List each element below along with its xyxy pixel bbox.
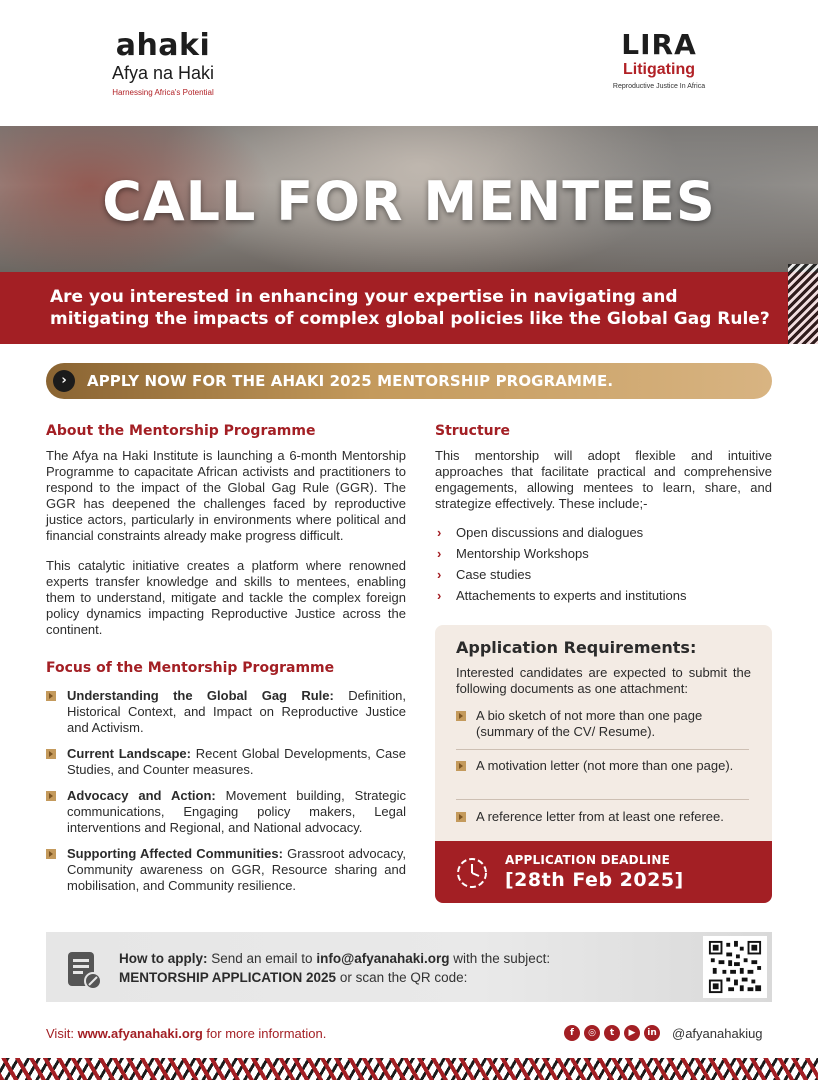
qr-code[interactable] xyxy=(703,936,767,998)
about-paragraph-1: The Afya na Haki Institute is launching a 6-month Mentorship Programme to capacitate African activists and practitioners to respond to the impact of the Global Gag Rule (GGR). The GGR has deepened the challenges faced by reproductive justice actors, particularly in environments where political and financial constraints already make progress difficult. xyxy=(46,448,406,543)
list-item xyxy=(435,522,772,543)
requirement-text: A motivation letter (not more than one page). xyxy=(476,758,734,773)
left-column xyxy=(46,423,406,904)
requirement-text: A bio sketch of not more than one page (summary of the CV/ Resume). xyxy=(476,708,703,739)
requirements-heading: Application Requirements: xyxy=(456,638,697,657)
about-paragraph-2: This catalytic initiative creates a platform where renowned experts transfer knowledge and skills to mentees, enabling them to understand, mitigate and tackle the complex foreign policy dynamics impacting Reproductive Justice across the continent. xyxy=(46,558,406,637)
ahaki-logo-tagline: Harnessing Africa's Potential xyxy=(112,88,214,97)
how-to-apply-text xyxy=(119,949,679,987)
instagram-icon[interactable]: ◎ xyxy=(584,1025,600,1041)
ahaki-logo xyxy=(98,30,228,97)
list-item xyxy=(456,758,749,774)
page-title: CALL FOR MENTEES xyxy=(102,170,716,233)
bullet-arrow-icon xyxy=(46,749,56,759)
lira-logo-tagline: Reproductive Justice In Africa xyxy=(612,83,706,90)
focus-item-title: Current Landscape: xyxy=(67,746,191,761)
lira-logo-word: LIRA xyxy=(621,28,697,61)
document-edit-icon xyxy=(66,950,102,990)
list-item xyxy=(46,788,406,836)
structure-item: Mentorship Workshops xyxy=(456,546,589,561)
chevron-right-icon: › xyxy=(437,525,442,540)
decorative-pattern xyxy=(788,264,818,344)
deadline-banner xyxy=(435,841,772,903)
list-item xyxy=(46,846,406,894)
how-to-apply-text-1: Send an email to xyxy=(207,951,317,966)
chevron-right-icon: › xyxy=(437,546,442,561)
about-heading: About the Mentorship Programme xyxy=(46,423,316,439)
email-subject: MENTORSHIP APPLICATION 2025 xyxy=(119,970,337,985)
footer-visit xyxy=(46,1026,326,1041)
clock-icon xyxy=(455,856,489,890)
focus-item-title: Advocacy and Action: xyxy=(67,788,216,803)
apply-now-banner[interactable] xyxy=(46,363,772,399)
focus-item-title: Supporting Affected Communities: xyxy=(67,846,283,861)
lira-logo xyxy=(606,30,712,90)
apply-now-label: APPLY NOW FOR THE AHAKI 2025 MENTORSHIP PROGRAMME. xyxy=(87,372,614,390)
list-item xyxy=(456,708,749,740)
list-item xyxy=(435,585,772,606)
list-item xyxy=(46,746,406,778)
right-column xyxy=(435,423,772,606)
divider xyxy=(456,749,749,750)
list-item xyxy=(435,543,772,564)
social-icons xyxy=(564,1025,660,1041)
bullet-arrow-icon xyxy=(456,812,466,822)
list-item xyxy=(435,564,772,585)
structure-heading: Structure xyxy=(435,423,511,439)
bullet-arrow-icon xyxy=(46,791,56,801)
bullet-arrow-icon xyxy=(46,691,56,701)
list-item xyxy=(46,688,406,736)
visit-suffix: for more information. xyxy=(202,1026,327,1041)
intro-question: Are you interested in enhancing your expertise in navigating and mitigating the impacts of complex global policies like the Global Gag Rule? xyxy=(50,287,770,329)
focus-heading: Focus of the Mentorship Programme xyxy=(46,660,335,676)
how-to-apply-panel xyxy=(46,932,772,1002)
social-handle: @afyanahakiug xyxy=(672,1026,763,1041)
focus-item-text: Movement building, Strategic communications, Engaging policy makers, Legal interventions and Regional, and National advocacy. xyxy=(67,788,406,835)
focus-item-text: Recent Global Developments, Case Studies, and Counter measures. xyxy=(67,746,406,777)
chevron-right-icon: › xyxy=(437,567,442,582)
intro-band xyxy=(0,272,818,344)
focus-list xyxy=(46,688,406,894)
requirements-intro: Interested candidates are expected to submit the following documents as one attachment: xyxy=(456,665,751,696)
bullet-arrow-icon xyxy=(456,711,466,721)
decorative-pattern xyxy=(0,1058,818,1080)
structure-item: Case studies xyxy=(456,567,532,582)
linkedin-icon[interactable]: in xyxy=(644,1025,660,1041)
visit-prefix: Visit: xyxy=(46,1026,78,1041)
requirement-text: A reference letter from at least one referee. xyxy=(476,809,724,824)
structure-item: Open discussions and dialogues xyxy=(456,525,644,540)
ahaki-logo-word: ahaki xyxy=(115,28,211,63)
website-link[interactable]: www.afyanahaki.org xyxy=(77,1026,203,1041)
how-to-apply-text-2: with the subject: xyxy=(449,951,551,966)
how-to-apply-label: How to apply: xyxy=(119,951,208,966)
ahaki-logo-subtitle: Afya na Haki xyxy=(111,63,215,83)
youtube-icon[interactable]: ▶ xyxy=(624,1025,640,1041)
list-item xyxy=(456,809,749,825)
facebook-icon[interactable]: f xyxy=(564,1025,580,1041)
structure-intro: This mentorship will adopt flexible and intuitive approaches that facilitate practical and comprehensive engagements, allowing mentees to learn, share, and strategize effectively. These include;- xyxy=(435,448,772,511)
email-link[interactable]: info@afyanahaki.org xyxy=(316,951,450,966)
hero-banner xyxy=(0,126,818,274)
bullet-arrow-icon xyxy=(456,761,466,771)
structure-list xyxy=(435,522,772,606)
focus-item-title: Understanding the Global Gag Rule: xyxy=(67,688,334,703)
requirements-box xyxy=(435,625,772,841)
focus-item-text: Definition, Historical Context, and Impact on Reproductive Justice and Activism. xyxy=(67,688,406,735)
deadline-label: APPLICATION DEADLINE xyxy=(505,853,670,867)
deadline-date: [28th Feb 2025] xyxy=(505,869,684,891)
how-to-apply-text-3: or scan the QR code: xyxy=(336,970,468,985)
bullet-arrow-icon xyxy=(46,849,56,859)
chevron-right-icon: › xyxy=(53,370,75,392)
chevron-right-icon: › xyxy=(437,588,442,603)
focus-item-text: Grassroot advocacy, Community awareness on GGR, Resource sharing and mobilisation, and Community resilience. xyxy=(67,846,406,893)
twitter-icon[interactable]: t xyxy=(604,1025,620,1041)
structure-item: Attachements to experts and institutions xyxy=(456,588,687,603)
divider xyxy=(456,799,749,800)
lira-logo-subtitle: Litigating xyxy=(623,61,695,78)
